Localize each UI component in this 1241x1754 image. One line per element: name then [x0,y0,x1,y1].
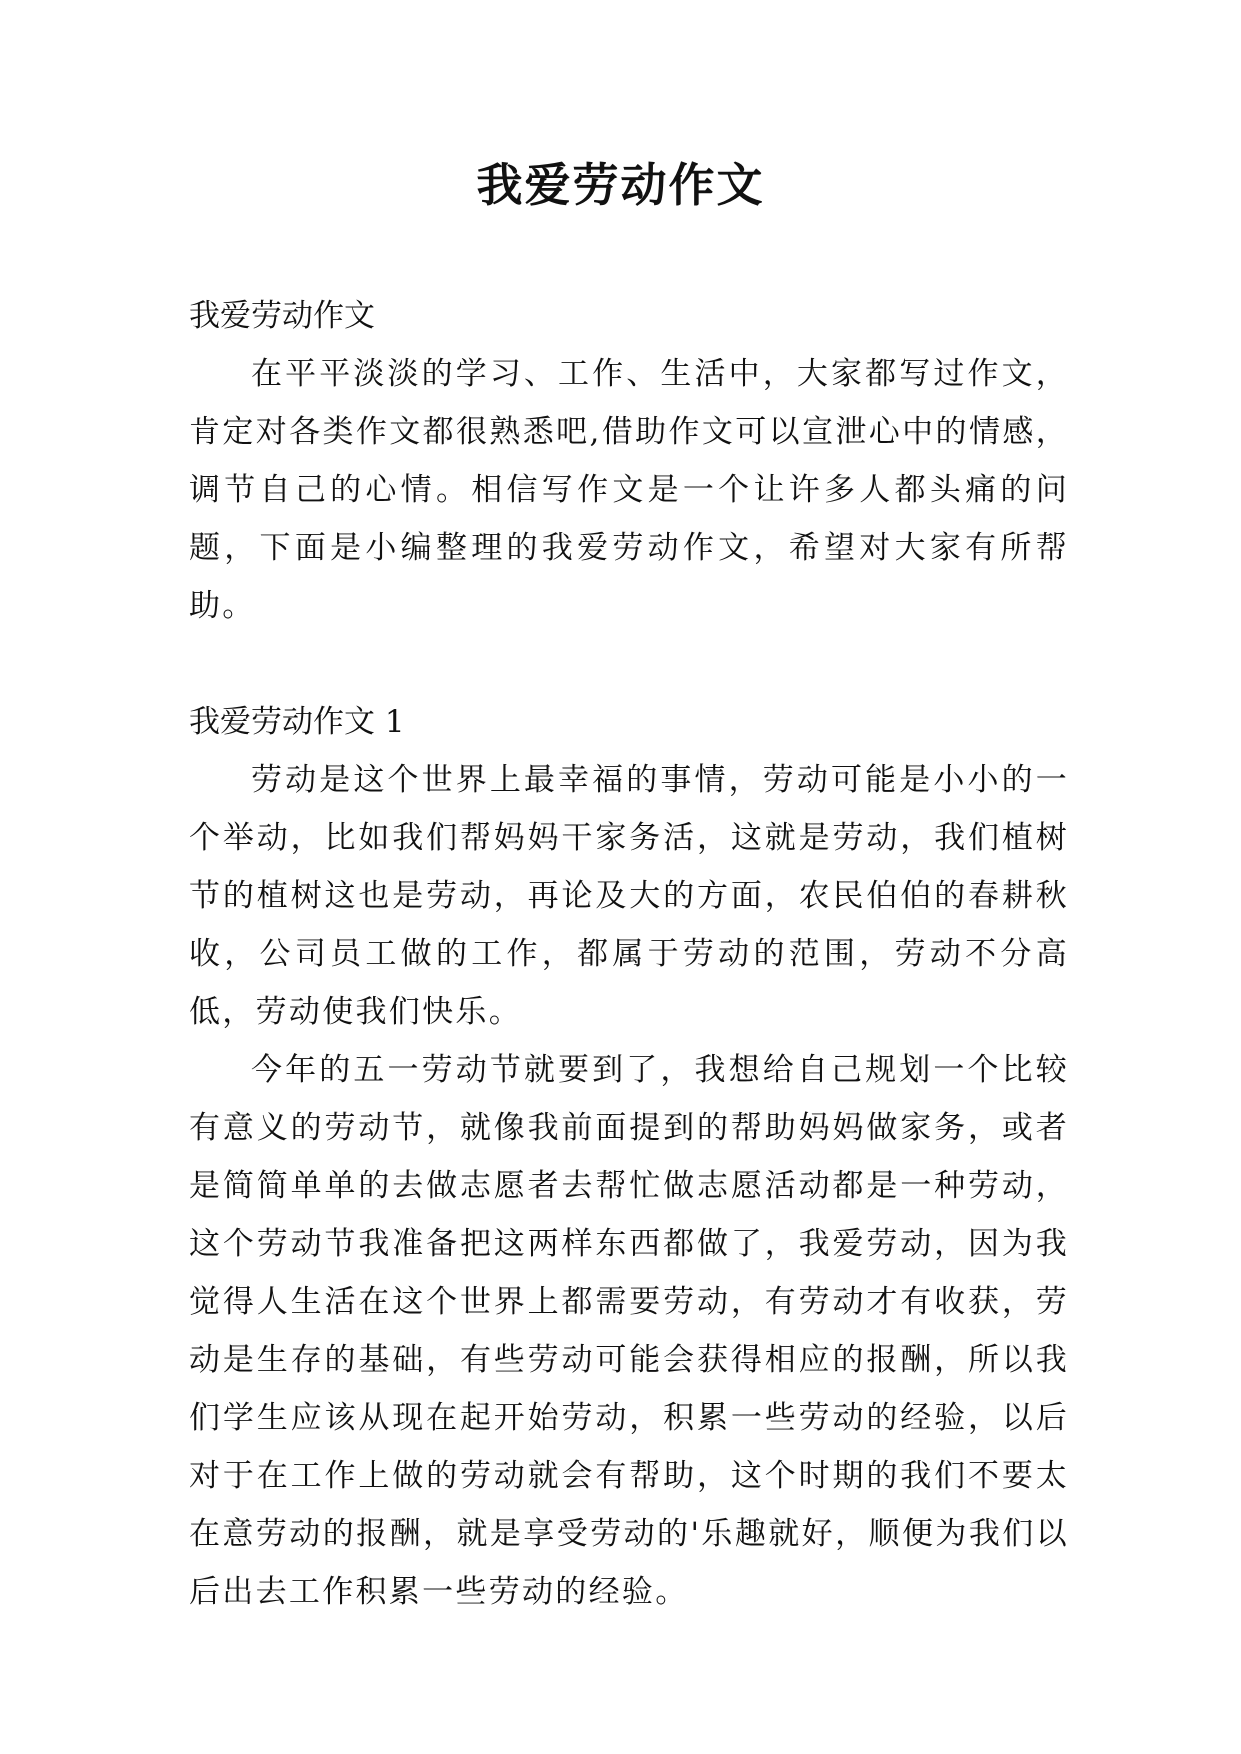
section-spacer [189,635,1069,693]
section-paragraph: 劳动是这个世界上最幸福的事情，劳动可能是小小的一个举动，比如我们帮妈妈干家务活，这就是劳动，我们植树节的植树这也是劳动，再论及大的方面，农民伯伯的春耕秋收，公司员工做的工作，都属于劳动的范围，劳动不分高低，劳动使我们快乐。 [189,762,1069,1030]
document-body [189,287,1069,1621]
section-paragraph: 今年的五一劳动节就要到了，我想给自己规划一个比较有意义的劳动节，就像我前面提到的帮助妈妈做家务，或者是简简单单的去做志愿者去帮忙做志愿活动都是一种劳动，这个劳动节我准备把这两样东西都做了，我爱劳动，因为我觉得人生活在这个世界上都需要劳动，有劳动才有收获，劳动是生存的基础，有些劳动可能会获得相应的报酬，所以我们学生应该从现在起开始劳动，积累一些劳动的经验，以后对于在工作上做的劳动就会有帮助，这个时期的我们不要太在意劳动的报酬，就是享受劳动的'乐趣就好，顺便为我们以后出去工作积累一些劳动的经验。 [189,1052,1069,1610]
document-title: 我爱劳动作文 [476,158,765,212]
intro-paragraph: 在平平淡淡的学习、工作、生活中，大家都写过作文，肯定对各类作文都很熟悉吧,借助作文可以宣泄心中的情感，调节自己的心情。相信写作文是一个让许多人都头痛的问题，下面是小编整理的我爱劳动作文，希望对大家有所帮助。 [189,356,1069,624]
section-heading: 我爱劳动作文 1 [189,704,405,740]
intro-heading: 我爱劳动作文 [189,298,375,334]
